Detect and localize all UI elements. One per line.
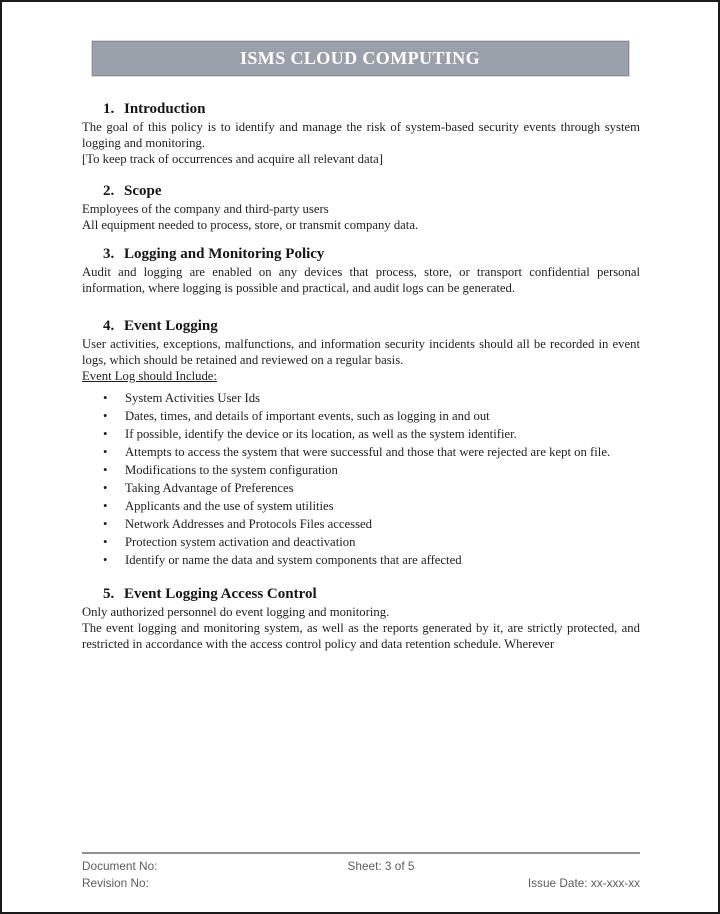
event-log-list-intro: Event Log should Include:	[82, 369, 217, 383]
section-number: 5.	[103, 586, 115, 602]
footer-divider	[82, 852, 640, 854]
section-heading-event-logging	[82, 317, 640, 336]
document-title: ISMS CLOUD COMPUTING	[239, 48, 480, 68]
section-number: 3.	[103, 246, 115, 262]
section-title: Logging and Monitoring Policy	[124, 246, 325, 262]
paragraph-logging-policy: Audit and logging are enabled on any devices that process, store, or transport confidential personal information, where logging is possible and practical, and audit logs can be generated.	[82, 265, 640, 295]
list-item: • Applicants and the use of system utilities	[103, 498, 640, 515]
paragraph-access-control-personnel: Only authorized personnel do event logging and monitoring.	[82, 605, 390, 619]
section-title: Event Logging Access Control	[124, 586, 317, 602]
paragraph-event-logging: User activities, exceptions, malfunctions, and information security incidents should all be recorded in event logs, which should be retained and reviewed on a regular basis.	[82, 337, 640, 367]
section-title: Introduction	[124, 101, 206, 117]
list-item: • Modifications to the system configuration	[103, 462, 640, 479]
section-heading-access-control	[82, 585, 640, 604]
list-item: • If possible, identify the device or its location, as well as the system identifier.	[103, 426, 640, 443]
section-title: Event Logging	[124, 318, 218, 334]
footer-row2-spacer	[255, 875, 468, 892]
footer-row1-spacer	[467, 858, 640, 875]
document-title-bar	[92, 41, 629, 76]
list-item: • System Activities User Ids	[103, 390, 640, 407]
page-footer	[82, 852, 640, 892]
list-item: • Network Addresses and Protocols Files accessed	[103, 516, 640, 533]
list-item: • Dates, times, and details of important events, such as logging in and out	[103, 408, 640, 425]
section-heading-logging-policy	[82, 245, 640, 264]
section-heading-scope	[82, 182, 640, 201]
paragraph-introduction-note: [To keep track of occurrences and acquire all relevant data]	[82, 152, 383, 166]
footer-row-1	[82, 858, 640, 875]
section-number: 2.	[103, 183, 115, 199]
event-log-bullet-list	[82, 390, 640, 569]
list-item: • Taking Advantage of Preferences	[103, 480, 640, 497]
section-number: 1.	[103, 101, 115, 117]
paragraph-access-control-protection: The event logging and monitoring system, as well as the reports generated by it, are strictly protected, and restricted in accordance with the access control policy and data retention schedule. Wherever	[82, 621, 640, 651]
list-item: • Identify or name the data and system components that are affected	[103, 552, 640, 569]
paragraph-introduction-goal: The goal of this policy is to identify and manage the risk of system-based security events through system logging and monitoring.	[82, 120, 640, 150]
footer-document-no-label: Document No:	[82, 859, 158, 873]
footer-sheet-number: Sheet: 3 of 5	[347, 859, 415, 873]
paragraph-scope-equipment: All equipment needed to process, store, or transmit company data.	[82, 218, 419, 232]
list-item: • Attempts to access the system that were successful and those that were rejected are kept on file.	[103, 444, 640, 461]
section-heading-introduction	[82, 100, 640, 119]
footer-row-2	[82, 875, 640, 892]
section-number: 4.	[103, 318, 115, 334]
section-title: Scope	[124, 183, 162, 199]
footer-revision-no-label: Revision No:	[82, 876, 149, 890]
list-item: • Protection system activation and deactivation	[103, 534, 640, 551]
footer-issue-date: Issue Date: xx-xxx-xx	[527, 876, 641, 890]
document-body	[2, 100, 718, 652]
paragraph-scope-employees: Employees of the company and third-party users	[82, 202, 329, 216]
